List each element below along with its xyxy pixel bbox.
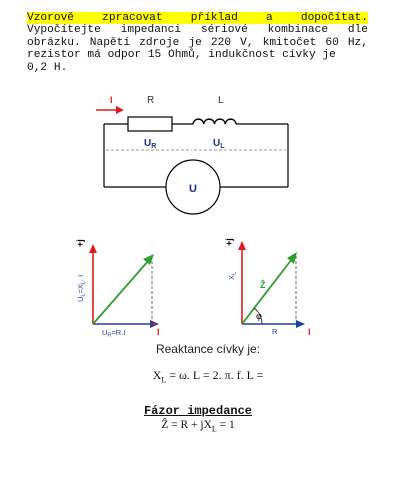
impedance-z-label: Ẑ bbox=[260, 280, 266, 290]
ur-label: $U_R$ bbox=[144, 138, 157, 150]
ur-sub: R bbox=[151, 143, 157, 150]
impedance-current-label: I bbox=[308, 327, 311, 337]
impedance-imag-label: +j bbox=[224, 238, 234, 246]
reactance-heading: Reaktance cívky je: bbox=[155, 342, 261, 356]
voltage-imag-label: +j bbox=[75, 239, 85, 247]
impedance-x-label: R bbox=[272, 327, 278, 336]
task-last-line: 0,2 H. bbox=[27, 61, 68, 74]
ul-sub: L bbox=[220, 143, 225, 150]
phasor-heading: Fázor impedance bbox=[143, 404, 253, 418]
reactance-formula-sub: L bbox=[161, 375, 167, 385]
impedance-angle-label: φ bbox=[256, 311, 262, 321]
reactance-formula: $X_L = \omega$. L = 2. π. f. L = bbox=[152, 368, 264, 385]
impedance-resultant-vector bbox=[242, 252, 297, 324]
task-highlight-line: Vzorově zpracovat příklad a dopočítat. bbox=[27, 12, 368, 24]
impedance-formula: Ẑ = $R + jX_L = 1$ bbox=[161, 419, 235, 434]
voltage-y-label: $U_L=X_L$. I bbox=[76, 274, 87, 302]
impedance-y-label: $X_L$ bbox=[227, 271, 238, 280]
source-label: U bbox=[189, 183, 197, 195]
inductor-label: L bbox=[218, 95, 224, 106]
task-body: Vypočítejte impedanci sériové kombinace dle obrázku. Napětí zdroje je 220 V, kmitočet 60 Hz, rezistor má odpor 15 Ohmů, indukčnost cívky je bbox=[27, 24, 368, 62]
voltage-current-label: I bbox=[157, 327, 160, 337]
voltage-x-label: $U_R=R.I$ bbox=[102, 328, 126, 339]
ul-label: $U_L$ bbox=[213, 138, 225, 150]
impedance-imag-axis bbox=[238, 241, 246, 324]
resistor-label: R bbox=[147, 95, 155, 106]
impedance-formula-sub: L bbox=[211, 424, 217, 434]
current-label: I bbox=[110, 95, 113, 105]
